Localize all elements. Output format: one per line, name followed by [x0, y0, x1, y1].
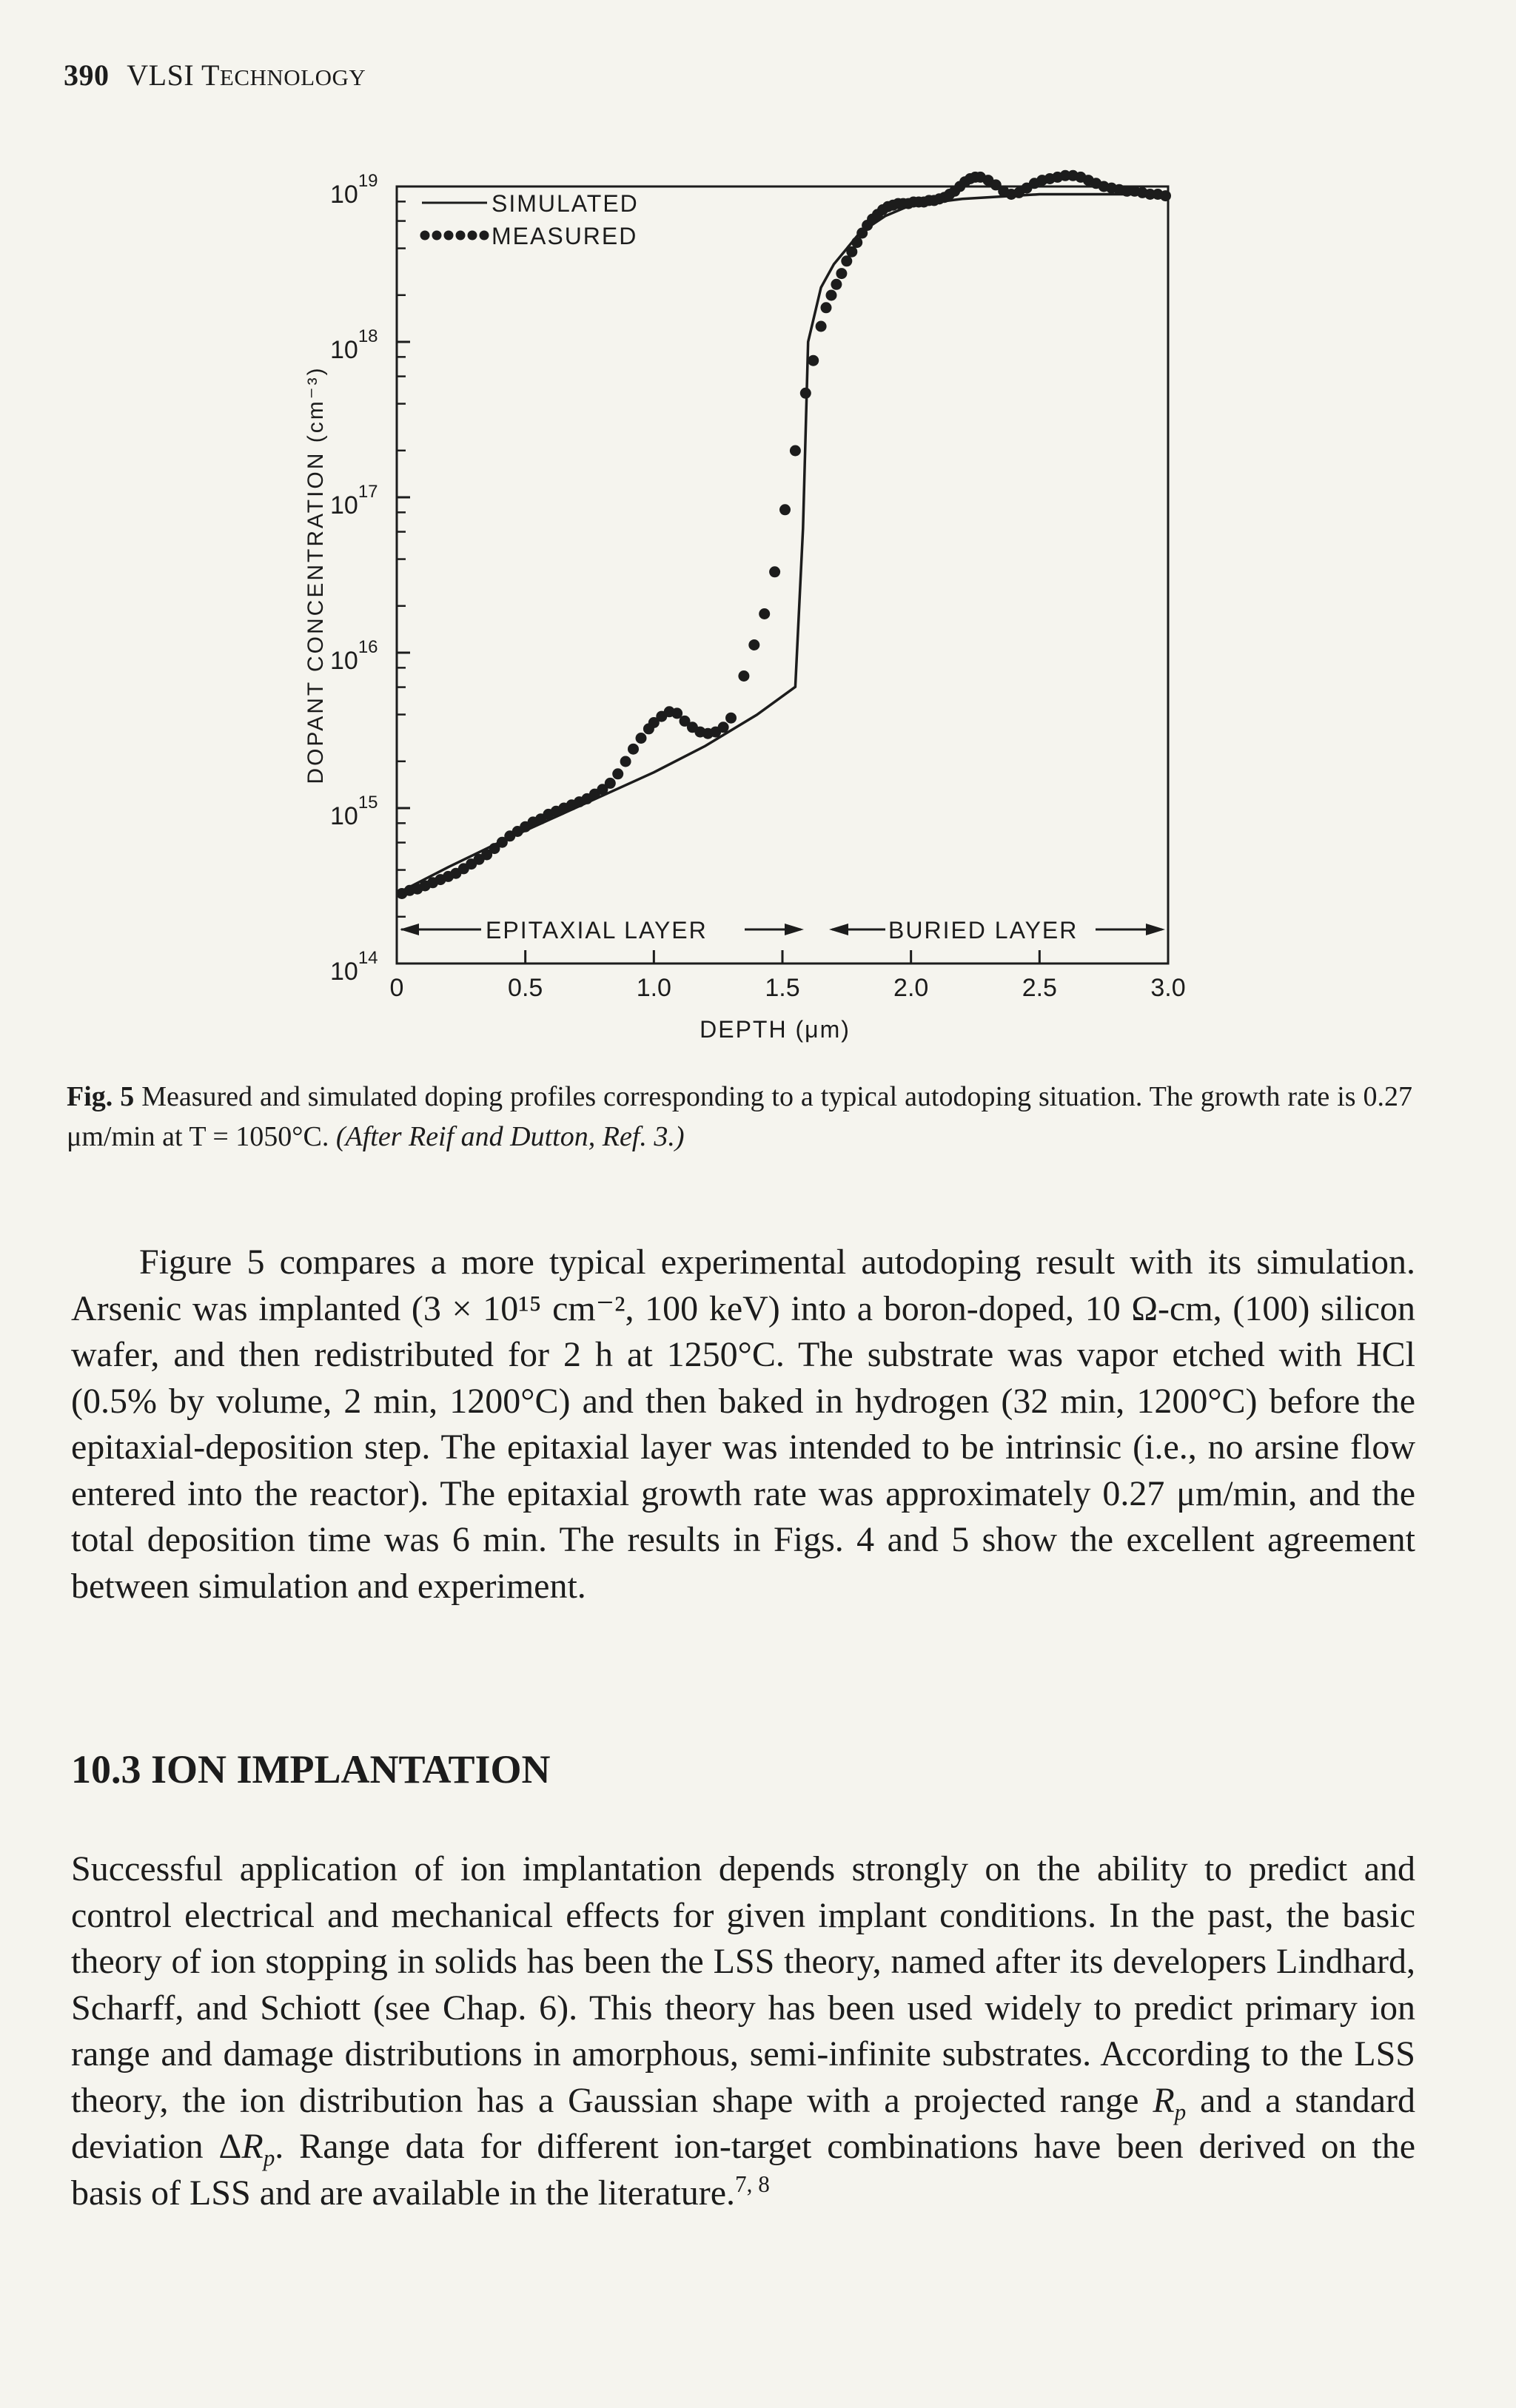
measured-point: [779, 504, 791, 515]
measured-point: [831, 279, 842, 290]
buried-layer-label: BURIED LAYER: [888, 917, 1079, 944]
measured-point: [612, 768, 623, 779]
legend-dot: [468, 231, 477, 241]
x-tick-label: 3.0: [1150, 974, 1186, 1002]
x-tick-label: 0.5: [508, 974, 543, 1002]
simulated-series-line: [397, 195, 1168, 894]
measured-point: [790, 445, 801, 457]
epi-arrowhead-left: [400, 924, 419, 935]
x-tick-label: 2.0: [893, 974, 929, 1002]
figure-label: Fig. 5: [67, 1081, 135, 1112]
measured-point: [769, 566, 780, 577]
x-tick-label: 2.5: [1022, 974, 1057, 1002]
measured-point: [821, 302, 832, 313]
measured-point: [816, 321, 827, 332]
measured-point: [846, 246, 857, 258]
layer-annotations: [400, 917, 1165, 944]
y-tick-exponent: 19: [358, 171, 378, 191]
book-title-main: VLSI T: [127, 58, 220, 92]
x-axis-label: DEPTH (μm): [700, 1016, 851, 1043]
measured-point: [851, 237, 862, 248]
legend-label-simulated: SIMULATED: [492, 190, 639, 217]
measured-series: [396, 170, 1171, 899]
measured-point: [826, 290, 837, 301]
legend-dots-measured: [420, 231, 489, 241]
legend: [420, 190, 639, 249]
caption-text: Measured and simulated doping profiles corresponding to a typical autodoping situation. The growth rate is 0.27 μm/min at T = 1050°C.: [67, 1081, 1413, 1152]
measured-point: [748, 639, 759, 650]
measured-point: [841, 255, 852, 266]
page-number: 390: [64, 58, 110, 92]
y-tick-label: $10^{16}$: [330, 637, 378, 675]
legend-dot: [444, 231, 454, 241]
y-tick-label: $10^{17}$: [330, 482, 378, 519]
measured-point: [1160, 190, 1171, 201]
measured-point: [636, 733, 647, 744]
legend-dot: [456, 231, 466, 241]
measured-point: [628, 744, 639, 755]
y-axis: [330, 171, 410, 986]
legend-dot: [420, 231, 430, 241]
measured-point: [836, 268, 847, 279]
x-tick-label: 0: [389, 974, 404, 1002]
x-tick-label: 1.0: [636, 974, 671, 1002]
x-axis: [390, 950, 1186, 1002]
measured-point: [620, 756, 631, 767]
y-tick-label: $10^{19}$: [330, 171, 378, 209]
body-paragraph-1: Figure 5 compares a more typical experimental autodoping result with its simulation. Arsenic was implanted (3 × 10¹⁵ cm⁻², 100 keV) into a boron-doped, 10 Ω-cm, (100) silicon wafer, and then redistributed for 2 h at 1250°C. The substrate was vapor etched with HCl (0.5% by volume, 2 min, 1200°C) and then baked in hydrogen (32 min, 1200°C) before the epitaxial-deposition step. The epitaxial layer was intended to be intrinsic (i.e., no arsine flow entered into the reactor). The epitaxial growth rate was approximately 0.27 μm/min, and the total deposition time was 6 min. The results in Figs. 4 and 5 show the excellent agreement between simulation and experiment.: [71, 1242, 1415, 1606]
book-title-rest: ECHNOLOGY: [219, 64, 366, 90]
y-tick-exponent: 14: [358, 948, 378, 968]
measured-point: [605, 778, 616, 789]
epitaxial-layer-label: EPITAXIAL LAYER: [486, 917, 708, 944]
y-tick-exponent: 18: [358, 326, 378, 346]
y-tick-exponent: 16: [358, 637, 378, 657]
y-tick-exponent: 17: [358, 482, 378, 502]
section-heading: 10.3 ION IMPLANTATION: [71, 1747, 551, 1792]
y-tick-label: $10^{14}$: [330, 948, 378, 986]
y-tick-exponent: 15: [358, 793, 378, 813]
measured-point: [738, 670, 749, 682]
y-tick-label: $10^{15}$: [330, 793, 378, 830]
body-paragraph-2: Successful application of ion implantation depends strongly on the ability to predict and control electrical and mechanical effects for given implant conditions. In the past, the basic theory of ion stopping in solids has been the LSS theory, named after its developers Lindhard, Scharff, and Schiott (see Chap. 6). This theory has been used widely to predict primary ion range and damage distributions in amorphous, semi-infinite substrates. According to the LSS theory, the ion distribution has a Gaussian shape with a projected range $R_p$ and a standard deviation $\Delta R_p$. Range data for different ion-target combinations have been derived on the basis of LSS and are available in the literature.$^{7, 8}$: [71, 1849, 1416, 2213]
measured-point: [725, 713, 737, 724]
measured-point: [808, 355, 819, 366]
plot-border: [397, 186, 1168, 963]
measured-point: [718, 722, 729, 733]
measured-point: [800, 388, 811, 399]
y-tick-label: $10^{18}$: [330, 326, 378, 364]
measured-point: [759, 608, 770, 619]
caption-citation: (After Reif and Dutton, Ref. 3.): [335, 1121, 685, 1152]
buried-arrowhead-left: [829, 924, 848, 935]
x-tick-label: 1.5: [765, 974, 800, 1002]
legend-label-measured: MEASURED: [492, 223, 638, 249]
legend-dot: [432, 231, 442, 241]
plot-frame: [397, 186, 1168, 963]
y-axis-label: DOPANT CONCENTRATION (cm⁻³): [303, 366, 328, 784]
epi-arrowhead-right: [785, 924, 804, 935]
figure-caption: [67, 1077, 1412, 1157]
buried-arrowhead-right: [1146, 924, 1165, 935]
doping-profile-chart: [0, 0, 1516, 1051]
legend-dot: [480, 231, 489, 241]
